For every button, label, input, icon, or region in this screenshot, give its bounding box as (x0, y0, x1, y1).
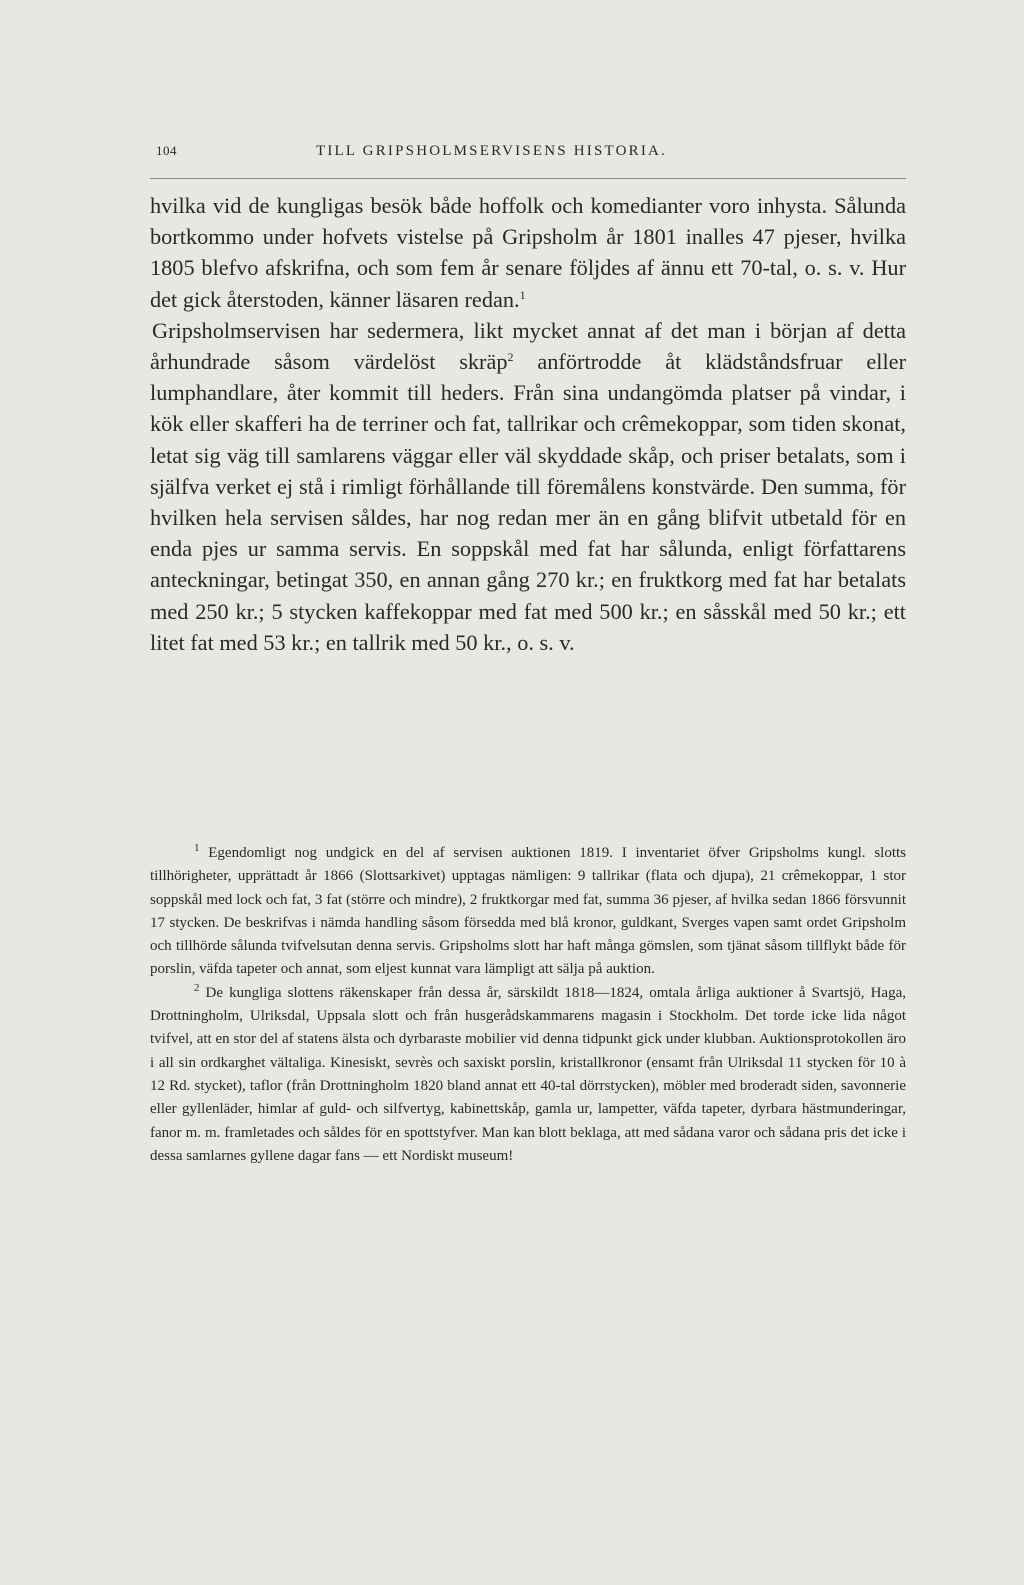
header-rule (150, 178, 906, 179)
paragraph-1 (150, 190, 906, 315)
footnote-2-mark: 2 (194, 981, 200, 994)
footnote-1 (150, 842, 906, 982)
footnote-2-text: De kungliga slottens räkenskaper från dessa år, särskildt 1818—1824, omtala årliga auktioner å Svartsjö, Haga, Drottningholm, Ulriksdal, Uppsala slott och från husgerådskammarens magasin i Stockholm. Det torde icke lida något tvifvel, att en stor del af statens älsta och dyrbaraste mobilier vid denna tidpunkt gick under klubban. Auktionsprotokollen äro i all sin ordkarghet vältaliga. Kinesiskt, sevrès och saxiskt porslin, kristallkronor (ensamt från Ulriksdal 11 stycken för 10 à 12 Rd. stycket), taflor (från Drottningholm 1820 bland annat ett 40-tal dörrstycken), möbler med broderadt siden, savonnerie eller gyllenläder, himlar af guld- och silfvertyg, kabinettskåp, gamla ur, lampetter, väfda tapeter, dyrbara hästmunderingar, fanor m. m. framletades och såldes för en spottstyfver. Man kan blott beklaga, att med sådana varor och sådana pris det icke i dessa samlarnes gyllene dagar fans — ett Nordiskt museum! (150, 984, 906, 1164)
page-number: 104 (156, 143, 177, 158)
paragraph-2-text-b: anförtrodde åt klädståndsfruar eller lumphandlare, åter kommit till heders. Från sina undangömda platser på vindar, i kök eller skafferi ha de terriner och fat, tallrikar och crêmekoppar, som tiden skonat, letat sig väg till samlarens väggar eller väl skyddade skåp, och priser betalats, som i själfva verket ej stå i rimligt förhållande till föremålens konstvärde. Den summa, för hvilken hela servisen såldes, har nog redan mer än en gång blifvit utbetald för en enda pjes ur samma servis. En soppskål med fat har sålunda, enligt författarens anteckningar, betingat 350, en annan gång 270 kr.; en fruktkorg med fat har betalats med 250 kr.; 5 stycken kaffekoppar med fat med 500 kr.; en såsskål med 50 kr.; ett litet fat med 53 kr.; en tallrik med 50 kr., o. s. v. (150, 349, 906, 655)
paragraph-1-text: hvilka vid de kungligas besök både hoffolk och komedianter voro inhysta. Sålunda bortkommo under hofvets vistelse på Gripsholm år 1801 inalles 47 pjeser, hvilka 1805 blefvo afskrifna, och som fem år senare följdes af ännu ett 70-tal, o. s. v. Hur det gick återstoden, känner läsaren redan. (150, 193, 906, 312)
running-title: TILL GRIPSHOLMSERVISENS HISTORIA. (316, 143, 668, 159)
footnote-2 (150, 982, 906, 1168)
footnotes (150, 842, 906, 1168)
footnote-1-text: Egendomligt nog undgick en del af servisen auktionen 1819. I inventariet öfver Gripsholms kungl. slotts tillhörigheter, upprättadt år 1866 (Slottsarkivet) upptagas nämligen: 9 tallrikar (flata och djupa), 21 crêmekoppar, 1 stor soppskål med lock och fat, 3 fat (större och mindre), 2 fruktkorgar med fat, summa 36 pjeser, af hvilka sedan 1866 försvunnit 17 stycken. De beskrifvas i nämda handling såsom försedda med blå kronor, guldkant, Sverges vapen samt ordet Gripsholm och tillhörde sålunda tvifvelsutan denna servis. Gripsholms slott har haft många gömslen, som tjänat såsom tillflykt både för porslin, väfda tapeter och annat, som eljest kunnat vara lämpligt att sälja på auktion. (150, 845, 906, 978)
paragraph-2-text-a: Gripsholmservisen har sedermera, likt mycket annat af det man i början af detta århundrade såsom värdelöst skräp (150, 317, 906, 375)
main-text (150, 190, 906, 658)
footnote-ref-2: 2 (507, 350, 514, 365)
footnote-ref-1: 1 (519, 287, 526, 302)
paragraph-2 (150, 315, 906, 658)
footnote-1-mark: 1 (194, 842, 200, 854)
